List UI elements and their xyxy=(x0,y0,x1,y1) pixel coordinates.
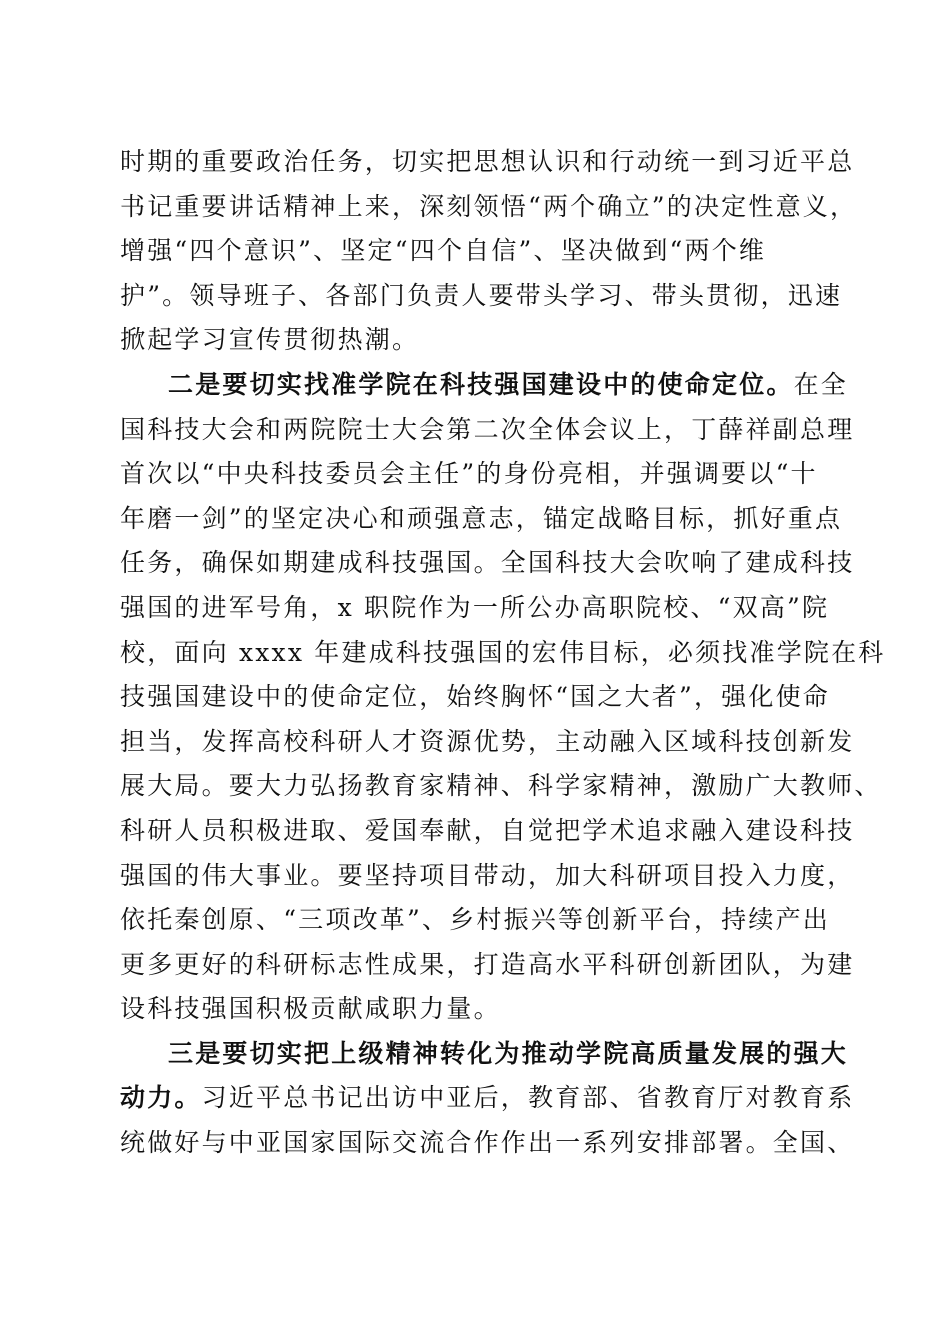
paragraph-2-line: 更多更好的科研标志性成果，打造高水平科研创新团队，为建 xyxy=(120,949,855,979)
paragraph-1-line: 书记重要讲话精神上来，深刻领悟“两个确立”的决定性意义， xyxy=(120,191,858,221)
paragraph-2-line: 任务，确保如期建成科技强国。全国科技大会吹响了建成科技 xyxy=(120,548,855,578)
paragraph-2-line: 年磨一剑”的坚定决心和顽强意志，锚定战略目标，抓好重点 xyxy=(120,503,843,533)
paragraph-2-line: 担当，发挥高校科研人才资源优势，主动融入区域科技创新发 xyxy=(120,726,855,756)
paragraph-2-line: 展大局。要大力弘扬教育家精神、科学家精神，激励广大教师、 xyxy=(120,771,882,801)
paragraph-2-line: 科研人员积极进取、爱国奉献，自觉把学术追求融入建设科技 xyxy=(120,815,855,845)
paragraph-3-heading: 三是要切实把上级精神转化为推动学院高质量发展的强大 xyxy=(168,1038,849,1068)
paragraph-2-line: 强国的进军号角，x 职院作为一所公办高职院校、“双高”院 xyxy=(120,592,830,622)
paragraph-1-line: 增强“四个意识”、坚定“四个自信”、坚决做到“两个维 xyxy=(120,236,767,266)
paragraph-1-line: 时期的重要政治任务，切实把思想认识和行动统一到习近平总 xyxy=(120,147,855,176)
paragraph-2-line: 技强国建设中的使命定位，始终胸怀“国之大者”，强化使命 xyxy=(120,682,830,712)
paragraph-2-line: 国科技大会和两院院士大会第二次全体会议上，丁薛祥副总理 xyxy=(120,414,855,444)
paragraph-2-line: 校，面向 xxxx 年建成科技强国的宏伟目标，必须找准学院在科 xyxy=(120,637,886,667)
paragraph-2-heading: 二是要切实找准学院在科技强国建设中的使命定位。 xyxy=(168,369,794,399)
paragraph-2-line: 首次以“中央科技委员会主任”的身份亮相，并强调要以“十 xyxy=(120,459,818,489)
paragraph-3-first-line xyxy=(120,1032,849,1077)
paragraph-1-line: 护”。领导班子、各部门负责人要带头学习、带头贯彻，迅速 xyxy=(120,280,843,310)
paragraph-3-second-line-rest: 习近平总书记出访中亚后，教育部、省教育厅对教育系 xyxy=(201,1083,855,1113)
paragraph-2-first-line-rest: 在全 xyxy=(793,369,849,399)
paragraph-3-second-line xyxy=(120,1076,855,1121)
paragraph-2-first-line xyxy=(120,363,849,408)
paragraph-2-line: 设科技强国积极贡献咸职力量。 xyxy=(120,994,501,1024)
paragraph-3-line: 统做好与中亚国家国际交流合作作出一系列安排部署。全国、 xyxy=(120,1128,855,1158)
paragraph-2-line: 依托秦创原、“三项改革”、乡村振兴等创新平台，持续产出 xyxy=(120,905,830,935)
paragraph-1-line: 掀起学习宣传贯彻热潮。 xyxy=(120,325,420,355)
document-body xyxy=(120,140,886,1166)
paragraph-3-heading-end: 动力。 xyxy=(120,1083,202,1113)
paragraph-2-line: 强国的伟大事业。要坚持项目带动，加大科研项目投入力度， xyxy=(120,860,855,890)
